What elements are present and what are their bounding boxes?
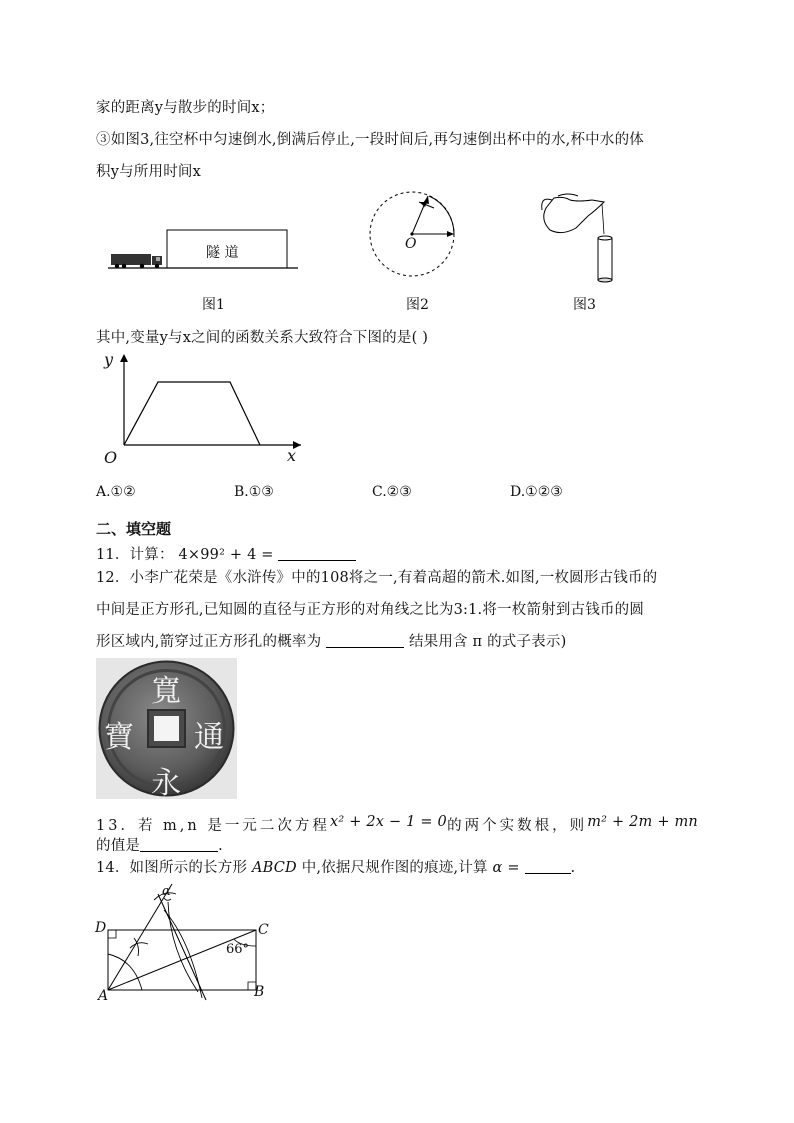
q11-expression: 4×99² + 4 =: [178, 547, 274, 563]
graph-origin-label: O: [104, 448, 118, 467]
q13-answer-blank[interactable]: [140, 851, 218, 852]
figure-1-tunnel: [108, 224, 298, 274]
coin-char-right: 通: [194, 720, 224, 755]
q12-line2: 中间是正方形孔,已知圆的直径与正方形的对角线之比为3:1.将一枚箭射到古钱币的圆: [96, 602, 645, 618]
label-d: D: [95, 920, 107, 936]
label-angle-66: 66°: [226, 942, 250, 957]
graph-x-label: x: [287, 446, 297, 465]
coin-char-top: 寬: [151, 674, 181, 709]
q14-answer-blank[interactable]: [525, 873, 571, 874]
q14-text-a: 14．如图所示的长方形: [96, 860, 248, 876]
q14-line1: 14．如图所示的长方形 ABCD 中,依据尺规作图的痕迹,计算 α = .: [96, 860, 576, 876]
figure-2-circle: [368, 190, 468, 290]
figure-2-origin-label: O: [405, 236, 417, 252]
q13-line2: 的值是 .: [96, 838, 223, 854]
q11: [96, 543, 356, 564]
label-c: C: [258, 922, 269, 938]
q12-line3-text: 形区域内,箭穿过正方形孔的概率为: [96, 634, 322, 650]
choice-d: D.①②③: [510, 484, 563, 500]
q10-line2: ③如图3,往空杯中匀速倒水,倒满后停止,一段时间后,再匀速倒出杯中的水,杯中水的体: [96, 132, 644, 148]
q11-answer-blank[interactable]: [278, 560, 356, 561]
label-b: B: [254, 984, 265, 1000]
function-graph: [96, 350, 306, 470]
q10-line1: 家的距离y与散步的时间x；: [96, 100, 275, 116]
q13-expression: m² + 2m + mn: [587, 814, 698, 830]
choice-b: B.①③: [234, 484, 274, 500]
q12-line1: 12．小李广花荣是《水浒传》中的108将之一,有着高超的箭术.如图,一枚圆形古钱币的: [96, 570, 658, 586]
figure-2-caption: 图2: [406, 297, 429, 313]
section-title: 二、填空题: [96, 520, 172, 538]
figure-3-caption: 图3: [573, 297, 596, 313]
q10-question: 其中,变量y与x之间的函数关系大致符合下图的是( ): [96, 330, 429, 346]
label-a: A: [98, 988, 109, 1004]
coin-char-bottom: 永: [151, 766, 181, 801]
q13-line1: [96, 814, 698, 835]
choice-c: C.②③: [372, 484, 412, 500]
q10-line3: 积y与所用时间x: [96, 164, 201, 180]
q14-alpha: α =: [492, 860, 520, 876]
tunnel-label: 隧 道: [206, 245, 239, 261]
figure-3-pitcher: [538, 190, 628, 290]
q11-prefix: 11．计算：: [96, 547, 174, 563]
q14-text-b: 中,依据尺规作图的痕迹,计算: [301, 860, 488, 876]
q13-equation: x² + 2x − 1 = 0: [330, 814, 447, 830]
q12-line3-note: 结果用含 π 的式子表示): [408, 634, 567, 650]
graph-y-label: y: [104, 350, 114, 369]
q14-rect-name: ABCD: [251, 860, 297, 876]
q13-text-a: 13．若 m,n 是一元二次方程: [96, 818, 330, 834]
figure-1-caption: 图1: [202, 297, 225, 313]
label-alpha: α: [162, 884, 171, 899]
q13-value-text: 的值是: [96, 838, 141, 854]
choice-a: A.①②: [96, 484, 136, 500]
q13-text-b: 的两个实数根，则: [447, 818, 588, 834]
coin-image: [96, 658, 237, 799]
coin-char-left: 寶: [104, 720, 134, 755]
q12-answer-blank[interactable]: [326, 647, 404, 648]
q12-line3: [96, 630, 566, 651]
